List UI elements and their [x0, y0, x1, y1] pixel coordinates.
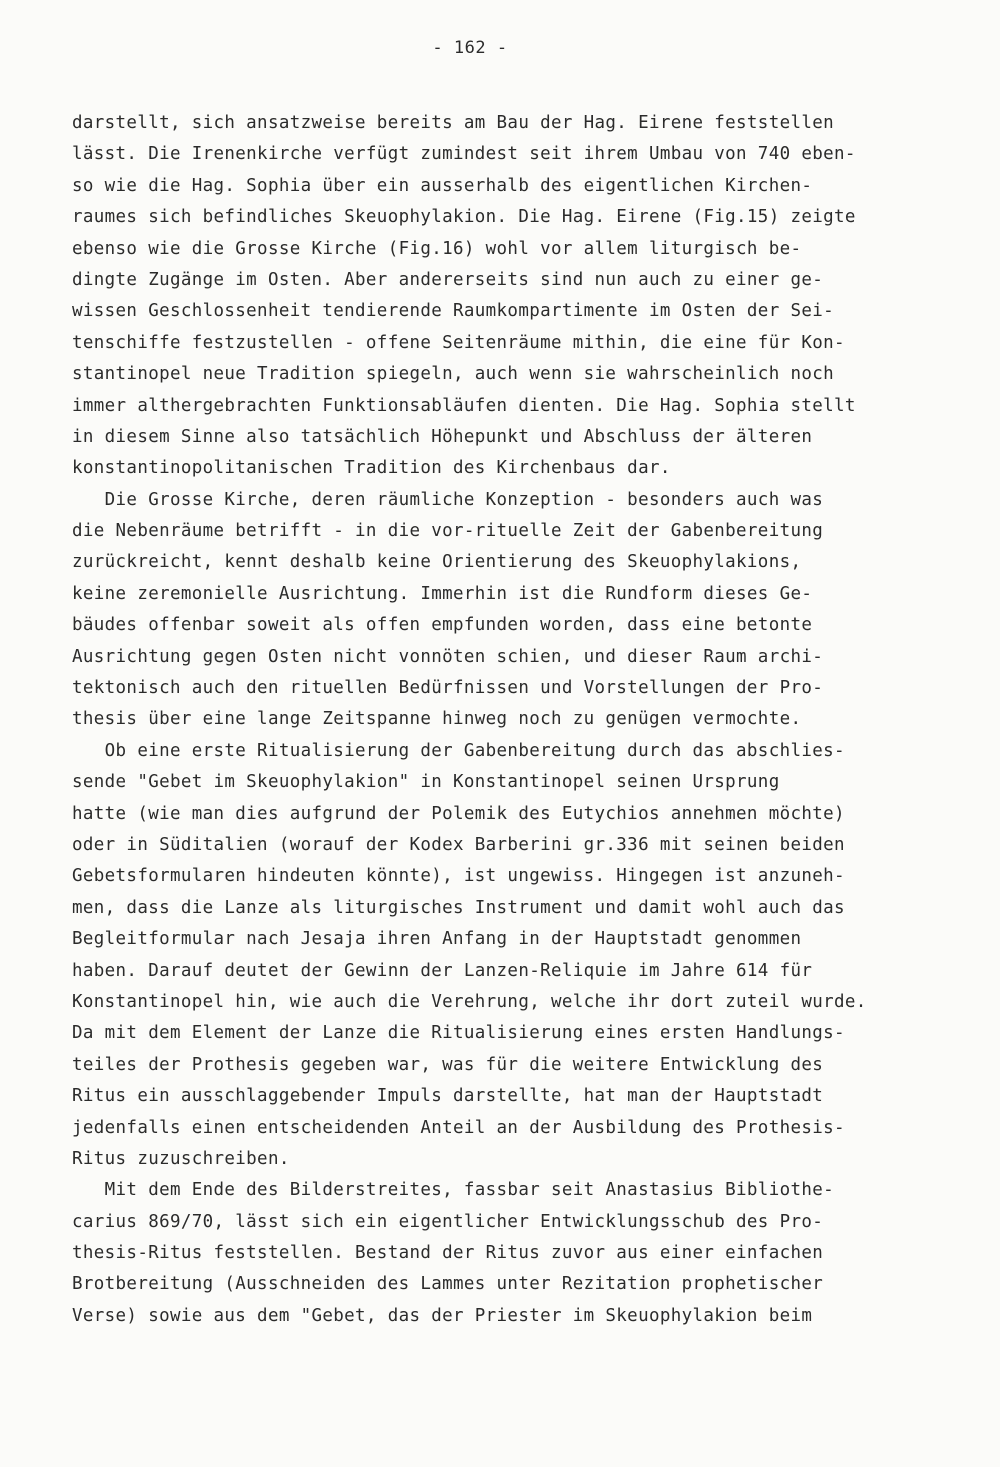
text-line: Ritus zuzuschreiben.: [72, 1148, 290, 1169]
text-line: Da mit dem Element der Lanze die Ritualisierung eines ersten Handlungs-: [72, 1023, 845, 1044]
text-line: ebenso wie die Grosse Kirche (Fig.16) wohl vor allem liturgisch be-: [72, 238, 802, 259]
text-line: konstantinopolitanischen Tradition des Kirchenbaus dar.: [72, 458, 671, 479]
text-line: so wie die Hag. Sophia über ein ausserhalb des eigentlichen Kirchen-: [72, 175, 813, 196]
body-text: [72, 108, 922, 1332]
text-line: immer althergebrachten Funktionsabläufen dienten. Die Hag. Sophia stellt: [72, 395, 856, 416]
text-line: stantinopel neue Tradition spiegeln, auch wenn sie wahrscheinlich noch: [72, 364, 835, 385]
text-line: Die Grosse Kirche, deren räumliche Konzeption - besonders auch was: [72, 489, 824, 510]
text-line: tektonisch auch den rituellen Bedürfnissen und Vorstellungen der Pro-: [72, 678, 824, 699]
text-line: raumes sich befindliches Skeuophylakion. Die Hag. Eirene (Fig.15) zeigte: [72, 207, 856, 228]
text-line: thesis über eine lange Zeitspanne hinweg noch zu genügen vermochte.: [72, 709, 802, 730]
text-line: Ritus ein ausschlaggebender Impuls darstellte, hat man der Hauptstadt: [72, 1086, 824, 1107]
text-line: hatte (wie man dies aufgrund der Polemik des Eutychios annehmen möchte): [72, 803, 845, 824]
text-line: wissen Geschlossenheit tendierende Raumkompartimente im Osten der Sei-: [72, 301, 835, 322]
text-line: die Nebenräume betrifft - in die vor-rituelle Zeit der Gabenbereitung: [72, 521, 824, 542]
text-line: Verse) sowie aus dem "Gebet, das der Priester im Skeuophylakion beim: [72, 1305, 813, 1326]
page-number: - 162 -: [432, 38, 508, 58]
text-line: Ob eine erste Ritualisierung der Gabenbereitung durch das abschlies-: [72, 740, 845, 761]
text-line: thesis-Ritus feststellen. Bestand der Ritus zuvor aus einer einfachen: [72, 1243, 824, 1264]
text-line: Ausrichtung gegen Osten nicht vonnöten schien, und dieser Raum archi-: [72, 646, 824, 667]
text-line: Mit dem Ende des Bilderstreites, fassbar seit Anastasius Bibliothe-: [72, 1180, 835, 1201]
text-line: bäudes offenbar soweit als offen empfunden worden, dass eine betonte: [72, 615, 813, 636]
text-line: Brotbereitung (Ausschneiden des Lammes unter Rezitation prophetischer: [72, 1274, 824, 1295]
text-line: Begleitformular nach Jesaja ihren Anfang in der Hauptstadt genommen: [72, 929, 802, 950]
text-line: sende "Gebet im Skeuophylakion" in Konstantinopel seinen Ursprung: [72, 772, 780, 793]
text-line: lässt. Die Irenenkirche verfügt zumindest seit ihrem Umbau von 740 eben-: [72, 144, 856, 165]
text-line: zurückreicht, kennt deshalb keine Orientierung des Skeuophylakions,: [72, 552, 802, 573]
text-line: Konstantinopel hin, wie auch die Verehrung, welche ihr dort zuteil wurde.: [72, 991, 867, 1012]
text-line: in diesem Sinne also tatsächlich Höhepunkt und Abschluss der älteren: [72, 426, 813, 447]
text-line: Gebetsformularen hindeuten könnte), ist ungewiss. Hingegen ist anzuneh-: [72, 866, 845, 887]
text-line: keine zeremonielle Ausrichtung. Immerhin ist die Rundform dieses Ge-: [72, 583, 813, 604]
text-line: jedenfalls einen entscheidenden Anteil an der Ausbildung des Prothesis-: [72, 1117, 845, 1138]
text-line: oder in Süditalien (worauf der Kodex Barberini gr.336 mit seinen beiden: [72, 834, 845, 855]
text-line: dingte Zugänge im Osten. Aber andererseits sind nun auch zu einer ge-: [72, 269, 824, 290]
text-line: carius 869/70, lässt sich ein eigentlicher Entwicklungsschub des Pro-: [72, 1211, 824, 1232]
text-line: darstellt, sich ansatzweise bereits am Bau der Hag. Eirene feststellen: [72, 113, 835, 133]
text-line: haben. Darauf deutet der Gewinn der Lanzen-Reliquie im Jahre 614 für: [72, 960, 813, 981]
text-line: men, dass die Lanze als liturgisches Instrument und damit wohl auch das: [72, 897, 845, 918]
text-line: teiles der Prothesis gegeben war, was für die weitere Entwicklung des: [72, 1054, 824, 1075]
text-line: tenschiffe festzustellen - offene Seitenräume mithin, die eine für Kon-: [72, 332, 845, 353]
